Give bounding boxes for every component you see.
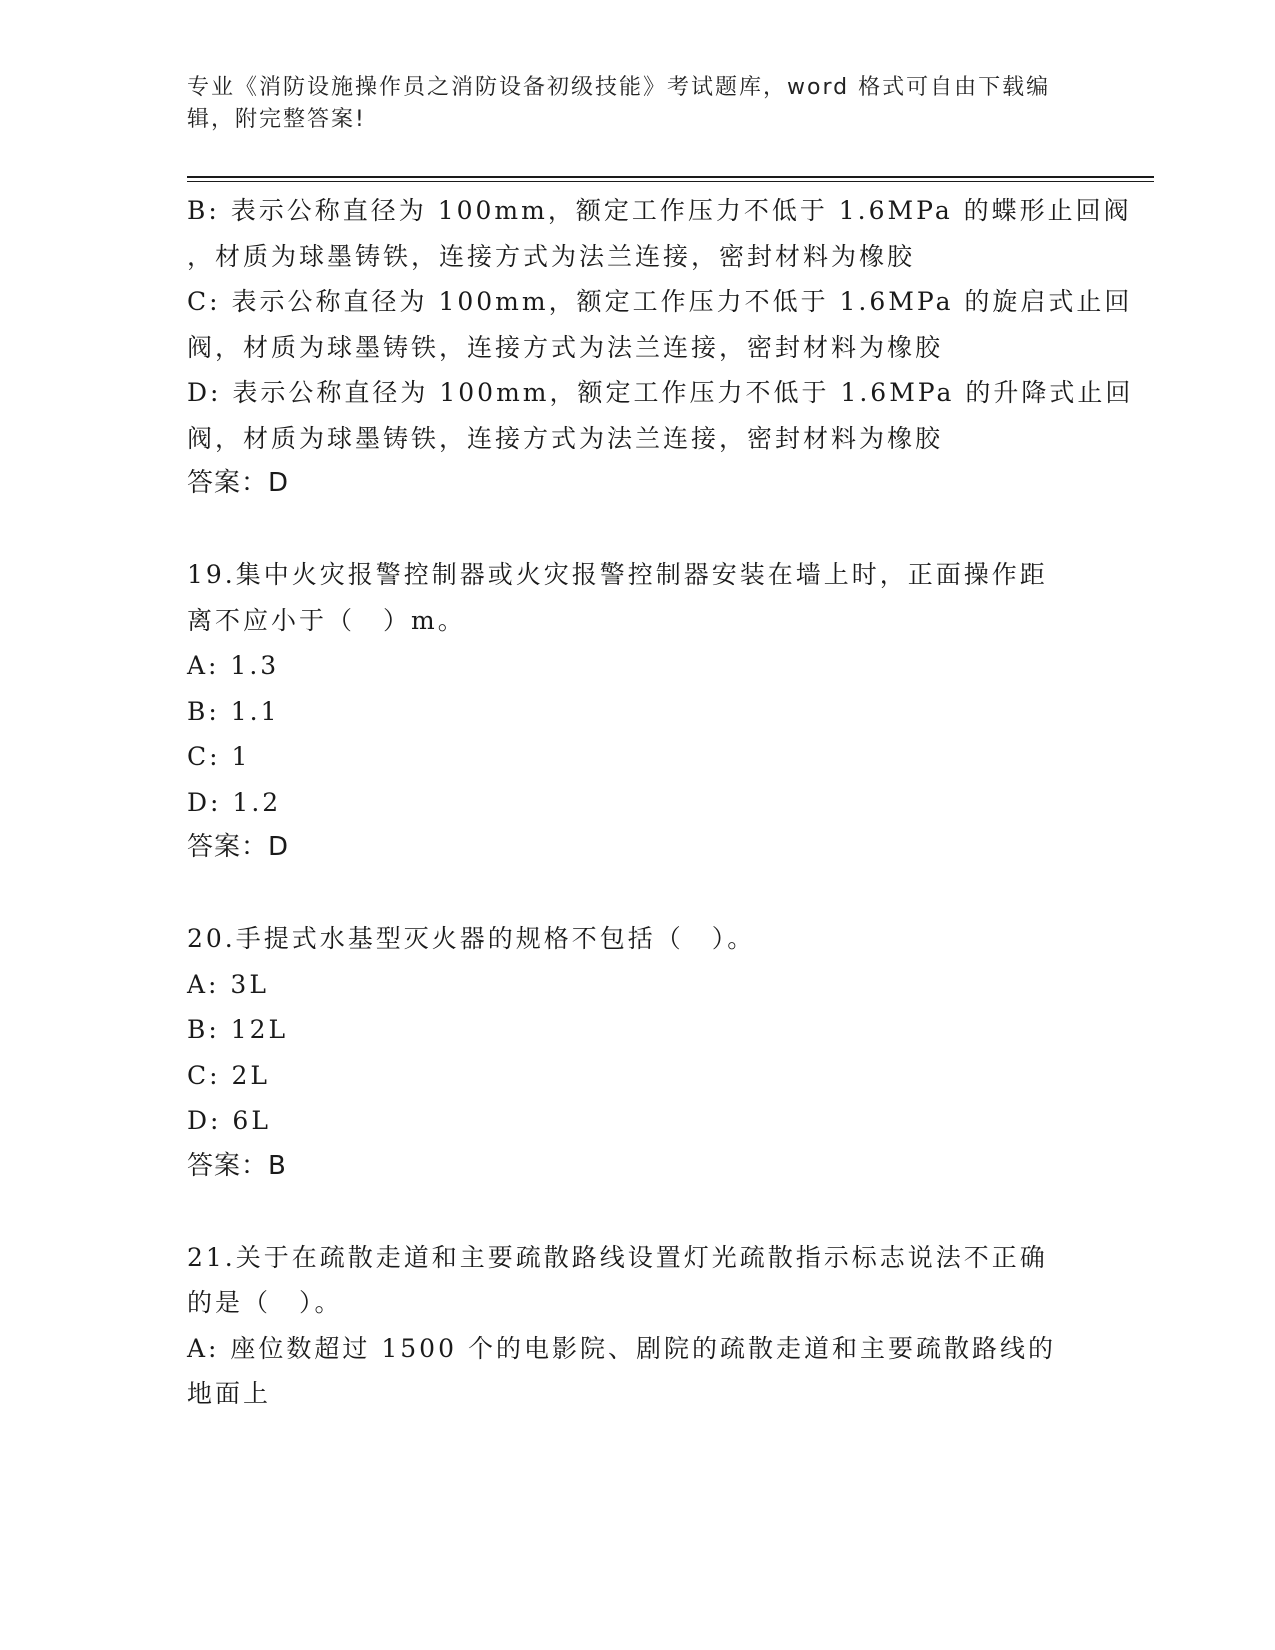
q18-option-d-line-1: D: 表示公称直径为 100mm，额定工作压力不低于 1.6MPa 的升降式止回: [187, 378, 1134, 407]
header-divider-thick: [187, 176, 1154, 178]
q19-answer: 答案：D: [187, 832, 290, 862]
question-20: [187, 916, 1087, 1189]
q19-option-d: D: 1.2: [187, 787, 282, 817]
q18-option-c-line-2: 阀，材质为球墨铸铁，连接方式为法兰连接，密封材料为橡胶: [187, 332, 944, 362]
spacer: [187, 507, 1087, 553]
q21-stem-line-2: 的是（ ）。: [187, 1288, 343, 1317]
q20-option-c: C: 2L: [187, 1060, 271, 1090]
spacer: [187, 871, 1087, 917]
q18-answer: 答案：D: [187, 468, 290, 498]
q20-stem: 20.手提式水基型灭火器的规格不包括（ ）。: [187, 924, 756, 953]
question-19: [187, 552, 1087, 871]
question-content: [187, 188, 1134, 1417]
document-header: [187, 72, 1067, 136]
q20-option-a: A: 3L: [187, 969, 269, 999]
header-divider-thin: [187, 181, 1154, 182]
question-18-continued: [187, 188, 1134, 507]
spacer: [187, 1189, 1087, 1235]
question-21: [187, 1235, 1087, 1417]
q19-option-b: B: 1.1: [187, 696, 280, 726]
q20-option-b: B: 12L: [187, 1015, 289, 1044]
q20-option-d: D: 6L: [187, 1106, 271, 1135]
q20-answer: 答案：B: [187, 1150, 287, 1181]
q18-option-b-line-1: B: 表示公称直径为 100mm，额定工作压力不低于 1.6MPa 的蝶形止回阀: [187, 196, 1132, 225]
q18-option-b-line-2: ，材质为球墨铸铁，连接方式为法兰连接，密封材料为橡胶: [187, 241, 916, 271]
header-line-2: 辑，附完整答案!: [187, 107, 366, 132]
q18-option-c-line-1: C: 表示公称直径为 100mm，额定工作压力不低于 1.6MPa 的旋启式止回: [187, 287, 1133, 316]
header-line-1: 专业《消防设施操作员之消防设备初级技能》考试题库，word 格式可自由下载编: [187, 75, 1051, 100]
q19-stem-line-1: 19.集中火灾报警控制器或火灾报警控制器安装在墙上时，正面操作距: [187, 560, 1048, 589]
q19-option-a: A: 1.3: [187, 651, 280, 680]
q19-stem-line-2: 离不应小于（ ）m。: [187, 605, 466, 635]
q21-option-a-line-1: A: 座位数超过 1500 个的电影院、剧院的疏散走道和主要疏散路线的: [187, 1333, 1056, 1363]
q21-option-a-line-2: 地面上: [187, 1379, 272, 1408]
q18-option-d-line-2: 阀，材质为球墨铸铁，连接方式为法兰连接，密封材料为橡胶: [187, 423, 944, 453]
q21-stem-line-1: 21.关于在疏散走道和主要疏散路线设置灯光疏散指示标志说法不正确: [187, 1242, 1048, 1272]
q19-option-c: C: 1: [187, 742, 251, 771]
